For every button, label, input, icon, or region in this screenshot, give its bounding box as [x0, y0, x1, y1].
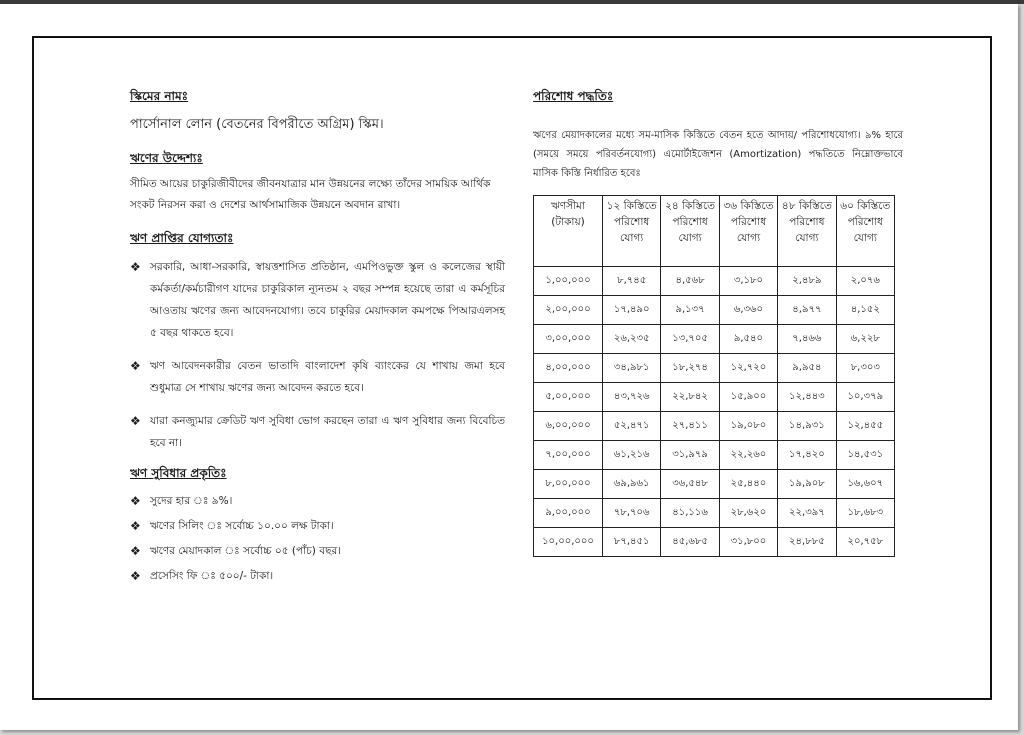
- cell-emi: ১৭,৪২০: [778, 441, 836, 470]
- table-row: [534, 441, 895, 470]
- cell-emi: ২৬,২৩৫: [603, 325, 661, 354]
- cell-emi: ২২,৮৪২: [661, 383, 719, 412]
- table-row: [534, 354, 895, 383]
- cell-emi: ৮,৭৪৫: [603, 267, 661, 296]
- cell-emi: ৯,৯৫৪: [778, 354, 836, 383]
- diamond-bullet-icon: ❖: [130, 569, 141, 583]
- feature-loan-tenure: ঋণের মেয়াদকাল ঃ সর্বোচ্চ ০৫ (পাঁচ) বছর।: [150, 545, 341, 557]
- cell-emi: ৭৮,৭০৬: [603, 499, 661, 528]
- features-heading: ঋণ সুবিধার প্রকৃতিঃ: [130, 466, 227, 480]
- cell-emi: ৩৬,৫৪৮: [661, 470, 719, 499]
- cell-emi: ২৮,৬২০: [719, 499, 777, 528]
- cell-emi: ৩৪,৯৮১: [603, 354, 661, 383]
- cell-emi: ৭,৪৬৬: [778, 325, 836, 354]
- cell-emi: ২,০৭৬: [836, 267, 894, 296]
- cell-emi: ২৭,৪১১: [661, 412, 719, 441]
- eligibility-item-1: সরকারি, আধা-সরকারি, স্বায়ত্তশাসিত প্রতিষ্ঠান, এমপিওভুক্ত স্কুল ও কলেজের স্থায়ী কর্মকর্তা/কর্মচারীগণ যাদের চাকুরিকাল ন্যূনতম ২ বছর সম্পন্ন হয়েছে তারা এ কর্মসূচির আওতায় ঋণের জন্য আবেদনযোগ্য। তবে চাকুরির মেয়াদকাল কমপক্ষে পিআরএলসহ ৫ বছর থাকতে হবে।: [150, 261, 505, 339]
- list-item: [130, 516, 505, 537]
- col-header-48: ৪৮ কিস্তিতে পরিশোধ যোগ্য: [778, 196, 836, 267]
- feature-interest-rate: সুদের হার ঃ ৯%।: [150, 495, 233, 507]
- cell-emi: ১০,৩৭৯: [836, 383, 894, 412]
- cell-emi: ১৮,২৭৪: [661, 354, 719, 383]
- installment-table: [533, 195, 895, 557]
- cell-emi: ৩,১৮০: [719, 267, 777, 296]
- cell-emi: ১৬,৬০৭: [836, 470, 894, 499]
- purpose-text: সীমিত আয়ের চাকুরিজীবীদের জীবনযাত্রার মান উন্নয়নের লক্ষ্যে তাঁদের সাময়িক আর্থিক সংকট নিরসন করা ও দেশের আর্থসামাজিক উন্নয়নে অবদান রাখা।: [130, 178, 491, 211]
- cell-emi: ৯,৫৪০: [719, 325, 777, 354]
- left-column: [130, 88, 505, 591]
- list-item: [130, 410, 505, 454]
- scheme-name: পার্সোনাল লোন (বেতনের বিপরীতে অগ্রিম) স্কিম।: [130, 117, 384, 132]
- cell-emi: ৬৯,৯৬১: [603, 470, 661, 499]
- cell-loan-amount: ৭,০০,০০০: [534, 441, 603, 470]
- repayment-heading: পরিশোধ পদ্ধতিঃ: [533, 89, 614, 103]
- cell-emi: ৪,৯৭৭: [778, 296, 836, 325]
- cell-loan-amount: ২,০০,০০০: [534, 296, 603, 325]
- list-item: [130, 355, 505, 399]
- cell-emi: ৪৩,৭২৬: [603, 383, 661, 412]
- diamond-bullet-icon: ❖: [130, 494, 141, 508]
- cell-emi: ৯,১৩৭: [661, 296, 719, 325]
- cell-loan-amount: ৩,০০,০০০: [534, 325, 603, 354]
- cell-emi: ৬১,২১৬: [603, 441, 661, 470]
- cell-emi: ১৯,৯০৮: [778, 470, 836, 499]
- cell-emi: ৮,৩০৩: [836, 354, 894, 383]
- cell-emi: ৮৭,৪৫১: [603, 528, 661, 557]
- features-list: [130, 491, 505, 587]
- cell-emi: ২,৪৮৯: [778, 267, 836, 296]
- cell-emi: ১২,৪৪৩: [778, 383, 836, 412]
- cell-emi: ৪৫,৬৮৫: [661, 528, 719, 557]
- table-row: [534, 383, 895, 412]
- col-header-loan-limit: ঋণসীমা (টাকায়): [534, 196, 603, 267]
- cell-loan-amount: ৫,০০,০০০: [534, 383, 603, 412]
- repayment-intro: ঋণের মেয়াদকালের মধ্যে সম-মাসিক কিস্তিতে বেতন হতে আদায়/ পরিশোধযোগ্য। ৯% হারে (সময়ে সময়ে পরিবর্তনযোগ্য) এমোর্টাইজেশন (Amortization) পদ্ধতিতে নিম্নোক্তভাবে মাসিক কিস্তি নির্ধারিত হবেঃ: [533, 130, 903, 179]
- list-item: [130, 256, 505, 344]
- cell-loan-amount: ১০,০০,০০০: [534, 528, 603, 557]
- cell-emi: ৪,১৫২: [836, 296, 894, 325]
- diamond-bullet-icon: ❖: [130, 544, 141, 558]
- cell-emi: ১৮,৬৮৩: [836, 499, 894, 528]
- cell-emi: ১৪,৯৩১: [778, 412, 836, 441]
- cell-emi: ১৭,৪৯০: [603, 296, 661, 325]
- col-header-36: ৩৬ কিস্তিতে পরিশোধ যোগ্য: [719, 196, 777, 267]
- cell-emi: ১৫,৯০০: [719, 383, 777, 412]
- cell-emi: ৪,৫৬৮: [661, 267, 719, 296]
- diamond-bullet-icon: ❖: [130, 519, 141, 533]
- cell-emi: ১৯,০৮০: [719, 412, 777, 441]
- cell-emi: ২৫,৪৪০: [719, 470, 777, 499]
- table-row: [534, 470, 895, 499]
- cell-emi: ৩১,৯৭৯: [661, 441, 719, 470]
- cell-loan-amount: ৪,০০,০০০: [534, 354, 603, 383]
- list-item: [130, 541, 505, 562]
- cell-emi: ৩১,৮০০: [719, 528, 777, 557]
- right-column: [533, 88, 903, 557]
- cell-loan-amount: ১,০০,০০০: [534, 267, 603, 296]
- cell-emi: ৪১,১১৬: [661, 499, 719, 528]
- list-item: [130, 566, 505, 587]
- cell-loan-amount: ৬,০০,০০০: [534, 412, 603, 441]
- table-header-row: [534, 196, 895, 267]
- table-row: [534, 296, 895, 325]
- table-row: [534, 325, 895, 354]
- cell-emi: ১৩,৭০৫: [661, 325, 719, 354]
- diamond-bullet-icon: ❖: [130, 260, 141, 274]
- cell-emi: ২২,৩৯৭: [778, 499, 836, 528]
- scheme-heading: স্কিমের নামঃ: [130, 89, 189, 103]
- diamond-bullet-icon: ❖: [130, 359, 141, 373]
- cell-emi: ২৪,৮৮৫: [778, 528, 836, 557]
- eligibility-item-3: যারা কনজ্যুমার ক্রেডিট ঋণ সুবিধা ভোগ করছেন তারা এ ঋণ সুবিধার জন্য বিবেচিত হবে না।: [150, 415, 505, 449]
- eligibility-heading: ঋণ প্রাপ্তির যোগ্যতাঃ: [130, 231, 234, 245]
- table-row: [534, 528, 895, 557]
- eligibility-item-2: ঋণ আবেদনকারীর বেতন ভাতাদি বাংলাদেশ কৃষি ব্যাংকের যে শাখায় জমা হবে শুধুমাত্র সে শাখায় ঋণের জন্য আবেদন করতে হবে।: [150, 360, 505, 394]
- cell-emi: ১৪,৫৩১: [836, 441, 894, 470]
- cell-emi: ১২,৭২০: [719, 354, 777, 383]
- feature-loan-ceiling: ঋণের সিলিং ঃ সর্বোচ্চ ১০.০০ লক্ষ টাকা।: [150, 520, 334, 532]
- table-row: [534, 412, 895, 441]
- table-row: [534, 267, 895, 296]
- col-header-60: ৬০ কিস্তিতে পরিশোধ যোগ্য: [836, 196, 894, 267]
- col-header-24: ২৪ কিস্তিতে পরিশোধ যোগ্য: [661, 196, 719, 267]
- feature-processing-fee: প্রসেসিং ফি ঃ ৫০০/- টাকা।: [150, 570, 274, 582]
- cell-emi: ৬,২২৮: [836, 325, 894, 354]
- cell-emi: ২০,৭৫৮: [836, 528, 894, 557]
- cell-emi: ৫২,৪৭১: [603, 412, 661, 441]
- list-item: [130, 491, 505, 512]
- eligibility-list: [130, 256, 505, 454]
- table-row: [534, 499, 895, 528]
- cell-emi: ৬,৩৬০: [719, 296, 777, 325]
- col-header-12: ১২ কিস্তিতে পরিশোধ যোগ্য: [603, 196, 661, 267]
- cell-emi: ১২,৪৫৫: [836, 412, 894, 441]
- cell-loan-amount: ৯,০০,০০০: [534, 499, 603, 528]
- purpose-heading: ঋণের উদ্দেশ্যঃ: [130, 151, 203, 165]
- cell-loan-amount: ৮,০০,০০০: [534, 470, 603, 499]
- cell-emi: ২২,২৬০: [719, 441, 777, 470]
- diamond-bullet-icon: ❖: [130, 414, 141, 428]
